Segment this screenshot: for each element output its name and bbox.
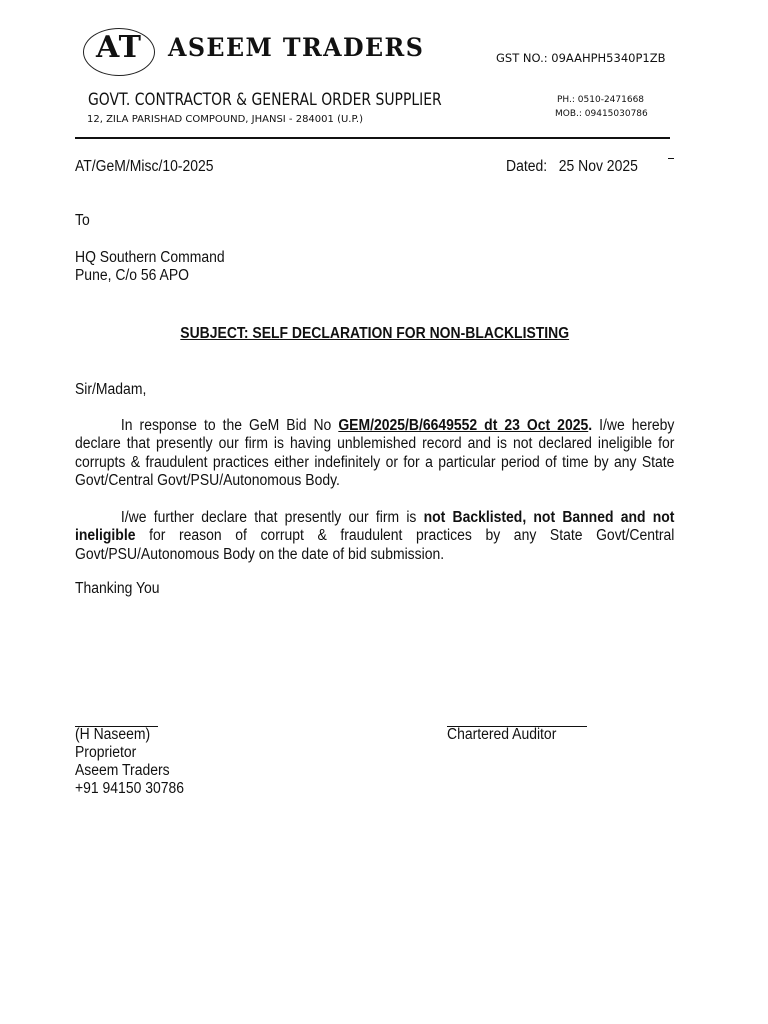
gem-bid-reference: GEM/2025/B/6649552 dt 23 Oct 2025 — [338, 417, 589, 434]
para2-prefix: I/we further declare that presently our firm is — [120, 509, 424, 526]
signatory-firm: Aseem Traders — [75, 762, 170, 779]
subject-line: SUBJECT: SELF DECLARATION FOR NON-BLACKLISTING — [180, 325, 570, 342]
declaration-paragraph-2 — [75, 509, 674, 564]
para2-emphasis: not Backlisted, not Banned and not ineligible — [75, 509, 675, 545]
para1-prefix: In response to the GeM Bid No — [120, 417, 339, 434]
logo-monogram: AT — [96, 30, 142, 65]
firm-address: 12, ZILA PARISHAD COMPOUND, JHANSI - 284001 (U.P.) — [87, 114, 364, 125]
reference-number: AT/GeM/Misc/10-2025 — [75, 158, 214, 175]
date-line — [506, 158, 638, 176]
to-label: To — [75, 212, 90, 229]
margin-tick — [668, 158, 674, 159]
phone-number: PH.: 0510-2471668 — [557, 95, 645, 105]
signatory-title: Proprietor — [75, 744, 137, 761]
firm-tagline: GOVT. CONTRACTOR & GENERAL ORDER SUPPLIER — [88, 90, 442, 110]
para2-rest: for reason of corrupt & fraudulent practices by any State Govt/Central Govt/PSU/Autonomous Body on the date of bid submission. — [75, 527, 675, 563]
declaration-paragraph-1 — [75, 417, 674, 491]
auditor-title: Chartered Auditor — [447, 726, 557, 743]
para1-dot: . — [588, 417, 593, 434]
firm-name: ASEEM TRADERS — [168, 33, 425, 62]
recipient-line-2: Pune, C/o 56 APO — [75, 267, 190, 284]
header-divider — [75, 137, 670, 139]
salutation: Sir/Madam, — [75, 381, 147, 398]
letter-date: 25 Nov 2025 — [558, 158, 638, 175]
recipient-line-1: HQ Southern Command — [75, 249, 225, 266]
dated-label: Dated: — [506, 158, 548, 175]
mobile-number: MOB.: 09415030786 — [555, 109, 648, 119]
para1-rest: I/we hereby declare that presently our firm is having unblemished record and is not declared ineligible for corrupts & fraudulent practices either indefinitely or for a particular period of time by any State Govt/Central Govt/PSU/Autonomous Body. — [75, 417, 675, 490]
signatory-phone: +91 94150 30786 — [75, 780, 184, 797]
gst-number: GST NO.: 09AAHPH5340P1ZB — [496, 51, 666, 65]
closing: Thanking You — [75, 580, 160, 597]
signatory-name: (H Naseem) — [75, 726, 151, 743]
